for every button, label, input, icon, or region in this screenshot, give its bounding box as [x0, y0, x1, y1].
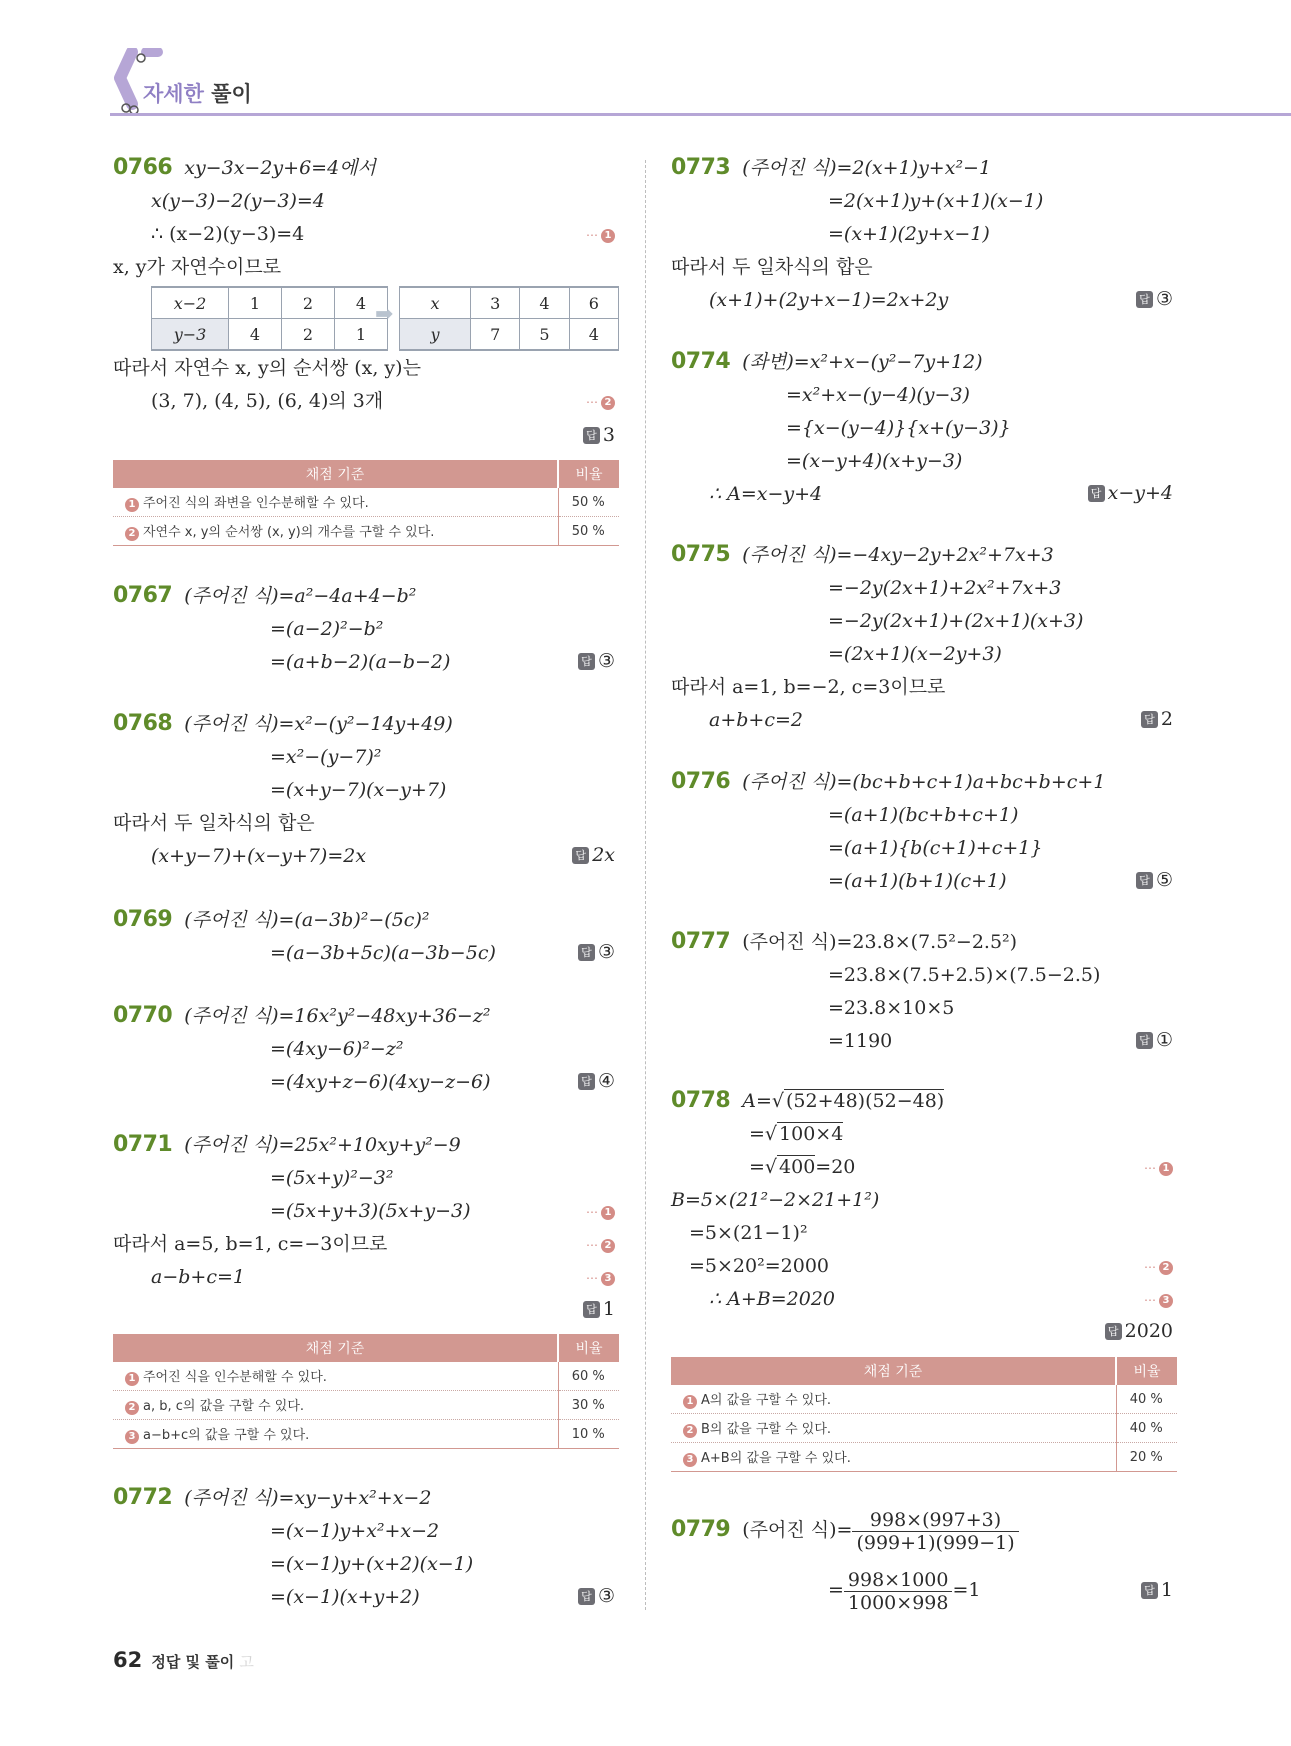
- answer-tag-icon: 답: [1141, 1582, 1158, 1599]
- answer-tag-icon: 답: [572, 847, 589, 864]
- answer: 답 ③: [578, 941, 615, 963]
- problem-number: 0775: [671, 542, 731, 567]
- answer-tag-icon: 답: [1136, 1032, 1153, 1049]
- step-marker-2: ⋯ 2: [586, 395, 615, 410]
- problem-number: 0773: [671, 155, 731, 180]
- problem-number: 0766: [113, 155, 173, 180]
- problem-number: 0768: [113, 711, 173, 736]
- answer: 답 3: [583, 424, 615, 446]
- answer-tag-icon: 답: [1136, 872, 1153, 889]
- problem-number: 0771: [113, 1132, 173, 1157]
- math-line: xy−3x−2y+6=4에서: [184, 157, 376, 179]
- problem-number: 0772: [113, 1485, 173, 1510]
- problem-number: 0767: [113, 583, 173, 608]
- answer-tag-icon: 답: [583, 1301, 600, 1318]
- header-title-part2: 풀이: [211, 82, 252, 106]
- math-line: ∴ (x−2)(y−3)=4: [151, 223, 305, 245]
- step-marker-3: ⋯ 3: [1144, 1293, 1173, 1308]
- value-table-1: x−2 1 2 4 y−3 4 2 1: [151, 286, 388, 351]
- problem-number: 0774: [671, 349, 731, 374]
- answer-tag-icon: 답: [1105, 1323, 1122, 1340]
- step-marker-1: ⋯ 1: [586, 1205, 615, 1220]
- answer-tag-icon: 답: [578, 1073, 595, 1090]
- answer: 답 ④: [578, 1070, 615, 1092]
- answer: 답 x−y+4: [1088, 482, 1173, 504]
- step-marker-2: ⋯ 2: [1144, 1260, 1173, 1275]
- grading-table: 채점 기준 비율 1 A의 값을 구할 수 있다. 40 % 2 B의 값을 구할 수 있다. 40 % 3 A+B의 값을 구할 수 있다. 20 %: [671, 1357, 1177, 1472]
- problem-number: 0778: [671, 1088, 731, 1113]
- table-header: y: [400, 319, 471, 351]
- header-title: [143, 78, 252, 108]
- step-marker-1: ⋯ 1: [1144, 1161, 1173, 1176]
- problem-number: 0776: [671, 769, 731, 794]
- answer-tag-icon: 답: [1141, 711, 1158, 728]
- grading-table: 채점 기준 비율 1 주어진 식을 인수분해할 수 있다. 60 % 2 a, b, c의 값을 구할 수 있다. 30 % 3 a−b+c의 값을 구할 수 있다. 10 %: [113, 1334, 619, 1449]
- answer-tag-icon: 답: [578, 1588, 595, 1605]
- value-table-2: x 3 4 6 y 7 5 4: [399, 286, 619, 351]
- answer: 답 2x: [572, 844, 615, 866]
- problem-number: 0777: [671, 929, 731, 954]
- table-header: x: [400, 287, 471, 319]
- answer-tag-icon: 답: [578, 944, 595, 961]
- table-header: x−2: [152, 287, 229, 319]
- answer: 답 ⑤: [1136, 869, 1173, 891]
- footer-label: 정답 및 풀이: [151, 1653, 235, 1671]
- fraction: $\frac{998\times(997+3)}{(999+1)(999-1)}$: [852, 1509, 1018, 1554]
- step-marker-3: ⋯ 3: [586, 1271, 615, 1286]
- page-footer: [113, 1648, 254, 1672]
- right-arrow-icon: ➡: [375, 302, 394, 327]
- answer-tag-icon: 답: [583, 427, 600, 444]
- answer: 답 1: [583, 1298, 615, 1320]
- header-title-part1: 자세한: [143, 82, 204, 106]
- problem-number: 0779: [671, 1517, 731, 1542]
- answer-tag-icon: 답: [1088, 485, 1105, 502]
- answer: 답 1: [1141, 1579, 1173, 1601]
- answer: 답 ③: [578, 1585, 615, 1607]
- answer-tag-icon: 답: [578, 653, 595, 670]
- table-header: y−3: [152, 319, 229, 351]
- grading-table: 채점 기준 비율 1 주어진 식의 좌변을 인수분해할 수 있다. 50 % 2 자연수 x, y의 순서쌍 (x, y)의 개수를 구할 수 있다. 50 %: [113, 460, 619, 546]
- answer: 답 2020: [1105, 1320, 1173, 1342]
- problem-number: 0769: [113, 907, 173, 932]
- answer: 답 2: [1141, 708, 1173, 730]
- footer-ghost-text: 고: [239, 1653, 254, 1671]
- text-line: x, y가 자연수이므로: [113, 256, 282, 278]
- answer-tag-icon: 답: [1136, 291, 1153, 308]
- column-divider: [645, 160, 646, 1610]
- step-marker-2: ⋯ 2: [586, 1238, 615, 1253]
- answer: 답 ③: [1136, 288, 1173, 310]
- answer: 답 ①: [1136, 1029, 1173, 1051]
- fraction: $\frac{998\times 1000}{1000\times 998}$: [844, 1569, 953, 1614]
- text-line: (3, 7), (4, 5), (6, 4)의 3개: [151, 390, 384, 412]
- step-marker-1: ⋯ 1: [586, 228, 615, 243]
- math-line: x(y−3)−2(y−3)=4: [151, 190, 325, 212]
- text-line: 따라서 자연수 x, y의 순서쌍 (x, y)는: [113, 357, 421, 379]
- answer: 답 ③: [578, 650, 615, 672]
- header-divider: [110, 113, 1291, 116]
- problem-number: 0770: [113, 1003, 173, 1028]
- page-number: 62: [113, 1648, 143, 1672]
